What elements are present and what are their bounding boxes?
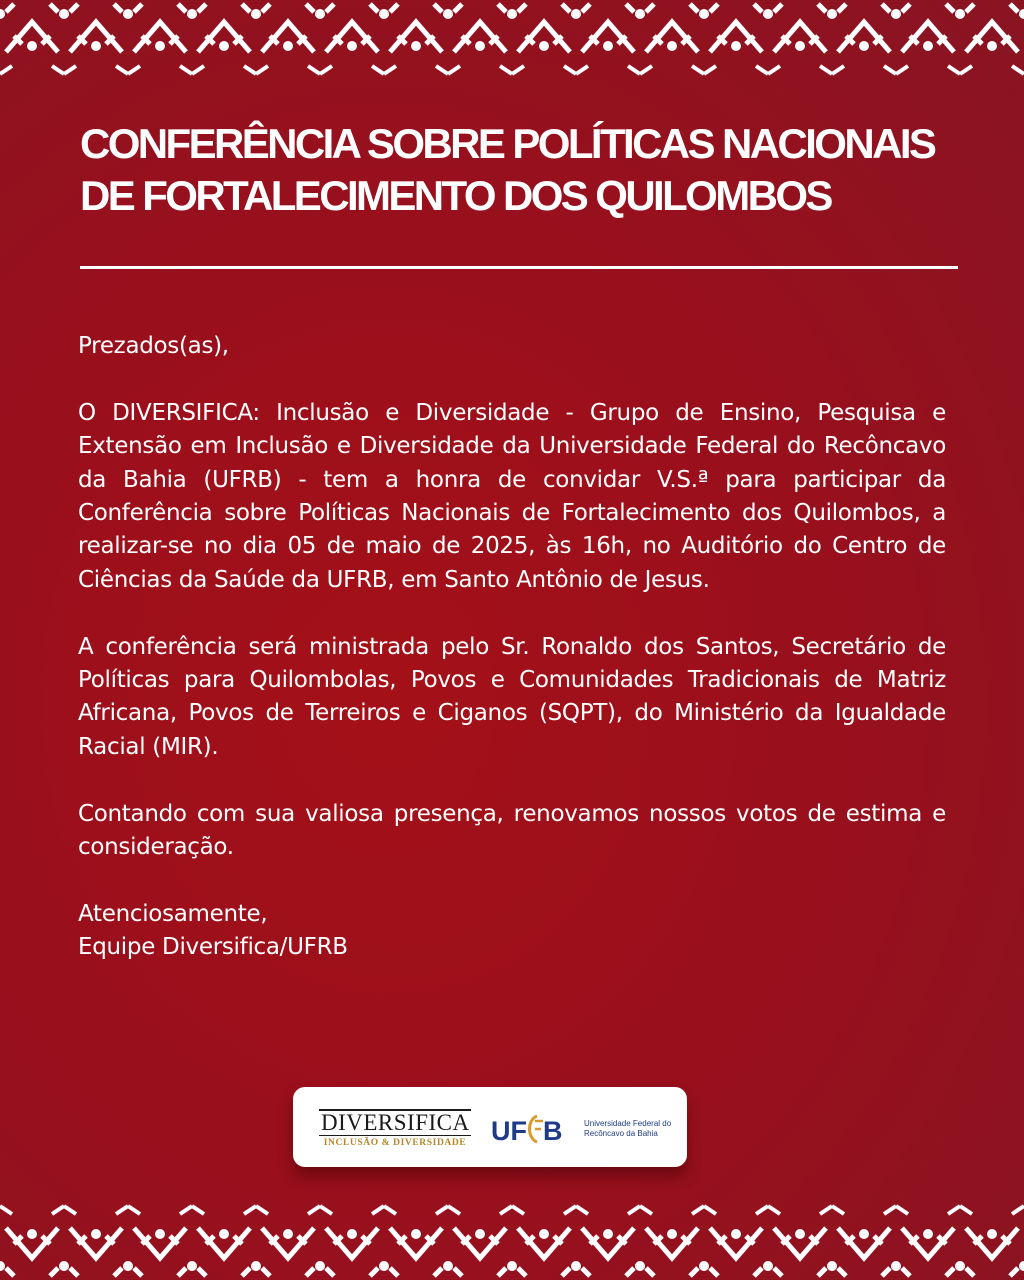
ufrb-logo-mark — [491, 1112, 571, 1146]
svg-text:UF: UF — [491, 1116, 527, 1146]
diversifica-tagline: INCLUSÃO & DIVERSIDADE — [323, 1138, 467, 1148]
salutation: Prezados(as), — [78, 333, 229, 359]
letter-paragraph-speaker: A conferência será ministrada pelo Sr. Ronaldo dos Santos, Secretário de Políticas para Quilombolas, Povos e Comunidades Tradicionais de Matriz Africana, Povos de Terreiros e Ciganos (SQPT), do Ministério da Igualdade Racial (MIR). — [78, 633, 946, 760]
tribal-pattern-border-top — [0, 0, 1024, 80]
invitation-letter — [78, 330, 946, 965]
title-divider — [80, 266, 958, 269]
letter-paragraph-invitation: O DIVERSIFICA: Inclusão e Diversidade - Grupo de Ensino, Pesquisa e Extensão em Inclusão e Diversidade da Universidade Federal do Recôncavo da Bahia (UFRB) - tem a honra de convidar V.S.ª para participar da Conferência sobre Políticas Nacionais de Fortalecimento dos Quilombos, a realizar-se no dia 05 de maio de 2025, às 16h, no Auditório do Centro de Ciências da Saúde da UFRB, em Santo Antônio de Jesus. — [78, 399, 946, 593]
signature: Equipe Diversifica/UFRB — [78, 934, 348, 961]
logos-panel — [293, 1087, 687, 1167]
tribal-pattern-border-bottom — [0, 1200, 1024, 1280]
closing-line: Atenciosamente, — [78, 900, 268, 927]
ufrb-name — [584, 1119, 694, 1139]
diversifica-name: DIVERSIFICA — [321, 1110, 470, 1135]
page-title: CONFERÊNCIA SOBRE POLÍTICAS NACIONAIS DE FORTALECIMENTO DOS QUILOMBOS — [80, 120, 935, 219]
letter-paragraph-closing: Contando com sua valiosa presença, renovamos nossos votos de estima e consideração. — [78, 800, 946, 861]
ufrb-name-line-2: Recôncavo da Bahia — [584, 1129, 658, 1138]
ufrb-name-line-1: Universidade Federal do — [584, 1119, 672, 1128]
svg-text:B: B — [543, 1116, 563, 1146]
diversifica-logo — [319, 1109, 471, 1150]
